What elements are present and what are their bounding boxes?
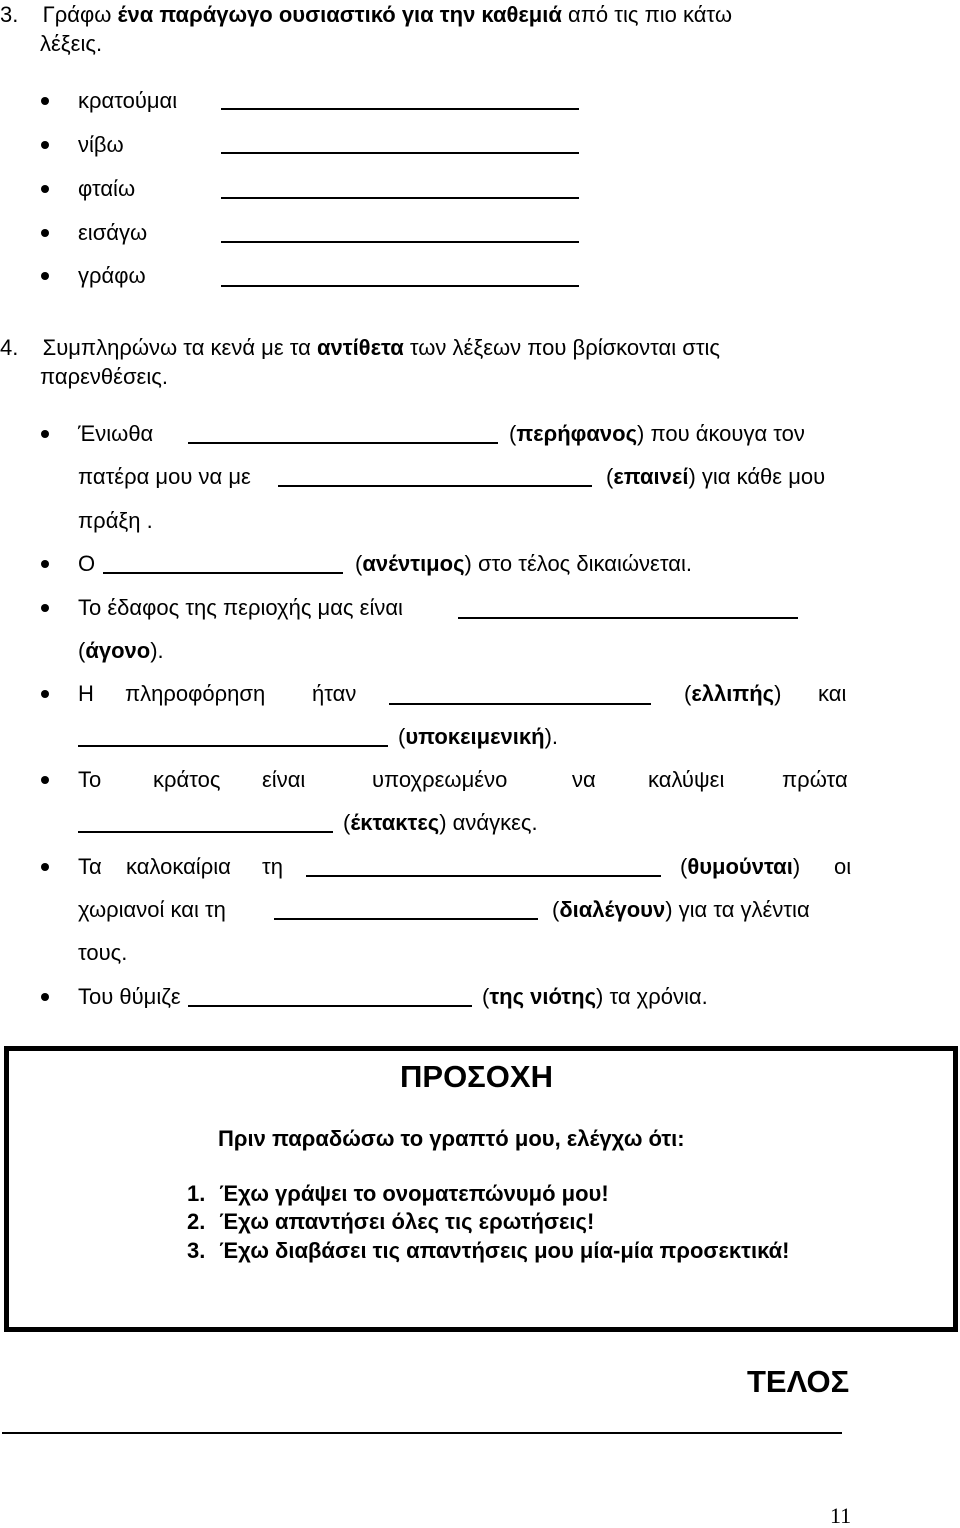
bullet [41,97,49,105]
item-text: χωριανοί και τη [78,897,226,922]
item-text: ήταν [312,681,357,706]
q4-heading [0,337,720,359]
bullet [41,141,49,149]
item-text: (έκτακτες) ανάγκες. [343,810,538,835]
answer-blank-4[interactable] [221,241,579,243]
item-text: (υποκειμενική). [398,724,559,749]
page-number: 11 [830,1503,852,1528]
answer-blank[interactable] [389,703,651,705]
item-text: (της νιότης) τα χρόνια. [482,984,708,1009]
end-label: ΤΕΛΟΣ [747,1364,850,1399]
answer-blank[interactable] [458,617,798,619]
item-text: Το [78,767,102,792]
q3-line2: λέξεις. [40,31,103,56]
item-text: (επαινεί) για κάθε μου [606,464,826,489]
item-text: (ελλιπής) [684,681,782,706]
item-text: πατέρα μου να με [78,464,251,489]
check-item: 2. Έχω απαντήσει όλες τις ερωτήσεις! [187,1209,595,1234]
bullet [41,560,49,568]
item-text: είναι [262,767,306,792]
q4-text-2: των λέξεων που βρίσκονται στις [409,335,721,360]
q4-bold: αντίθετα [316,335,404,360]
q3-bold: ένα παράγωγο ουσιαστικό για την καθεμιά [117,2,562,27]
item-text: Το έδαφος της περιοχής μας είναι [78,595,403,620]
bullet [41,272,49,280]
item-text: υποχρεωμένο [372,767,508,792]
answer-blank[interactable] [78,745,388,747]
item-text: τους. [78,940,128,965]
bullet [41,430,49,438]
q3-number: 3. [0,2,19,27]
item-text: Η [78,681,94,706]
q3-heading [0,4,732,26]
item-text: τη [262,854,283,879]
item-text: (άγονο). [78,638,164,663]
item-text: Τα [78,854,102,879]
item-text: οι [834,854,852,879]
answer-blank-3[interactable] [221,197,579,199]
q3-word-2: νίβω [78,132,124,157]
item-text: και [818,681,847,706]
item-text: Του θύμιζε [78,984,181,1009]
answer-blank-1[interactable] [221,108,579,110]
bullet [41,229,49,237]
notice-subtitle: Πριν παραδώσω το γραπτό μου, ελέγχω ότι: [218,1126,685,1151]
check-item: 3. Έχω διαβάσει τις απαντήσεις μου μία-μία προσεκτικά! [187,1238,790,1263]
bullet [41,993,49,1001]
item-text: να [572,767,596,792]
answer-blank[interactable] [306,875,661,877]
answer-blank[interactable] [188,442,498,444]
q3-word-4: εισάγω [78,220,148,245]
q3-text-1: Γράφω [42,2,112,27]
q4-number: 4. [0,335,19,360]
q4-line2: παρενθέσεις. [40,364,168,389]
bullet [41,185,49,193]
item-text: κράτος [153,767,221,792]
answer-blank[interactable] [274,918,538,920]
bullet [41,863,49,871]
q3-word-3: φταίω [78,176,136,201]
bullet [41,776,49,784]
item-text: πληροφόρηση [125,681,266,706]
answer-blank[interactable] [103,572,343,574]
item-text: πρώτα [782,767,848,792]
notice-title: ΠΡΟΣΟΧΗ [400,1059,553,1094]
item-text: Ένιωθα [78,421,154,446]
answer-blank-5[interactable] [221,285,579,287]
q3-word-5: γράφω [78,263,146,288]
item-text: καλοκαίρια [126,854,231,879]
bullet [41,604,49,612]
answer-blank-2[interactable] [221,152,579,154]
item-text: (διαλέγουν) για τα γλέντια [552,897,810,922]
item-text: (ανέντιμος) στο τέλος δικαιώνεται. [355,551,692,576]
answer-blank[interactable] [188,1005,472,1007]
item-text: καλύψει [648,767,725,792]
item-text: Ο [78,551,96,576]
end-rule [2,1432,842,1434]
q4-text-1: Συμπληρώνω τα κενά με τα [42,335,311,360]
answer-blank[interactable] [278,485,592,487]
item-text: (θυμούνται) [680,854,801,879]
q3-text-2: από τις πιο κάτω [568,2,732,27]
check-item: 1. Έχω γράψει το ονοματεπώνυμό μου! [187,1181,609,1206]
answer-blank[interactable] [78,831,333,833]
q3-word-1: κρατούμαι [78,88,178,113]
bullet [41,690,49,698]
item-text: (περήφανος) που άκουγα τον [509,421,805,446]
item-text: πράξη . [78,508,153,533]
